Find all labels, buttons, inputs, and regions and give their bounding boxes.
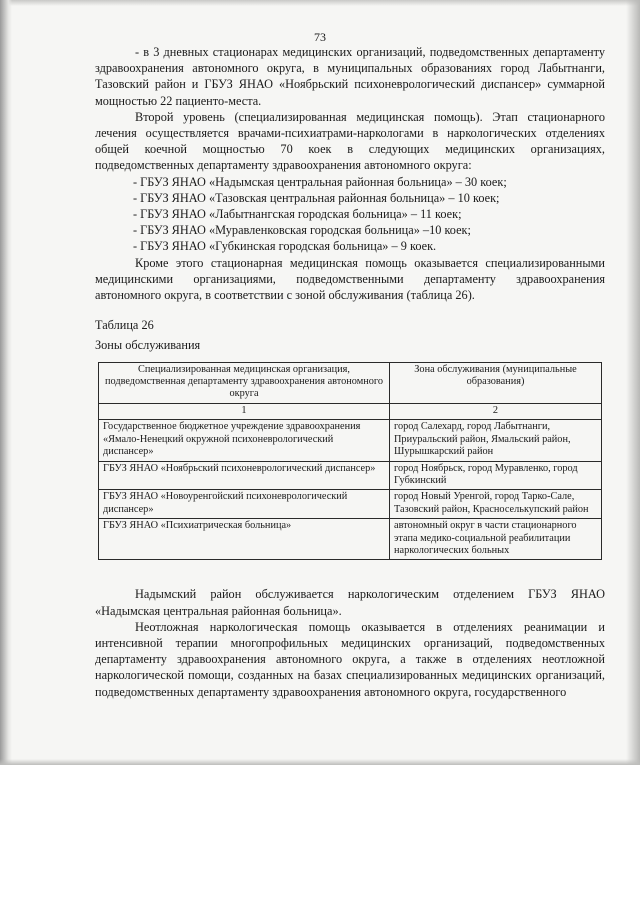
list-item: - ГБУЗ ЯНАО «Лабытнангская городская больница» – 11 коек;: [133, 207, 462, 222]
table-header-row: [99, 362, 602, 403]
table-column-number-row: [99, 403, 602, 419]
table-row: [99, 461, 602, 490]
service-zones-table: [98, 362, 602, 561]
scan-shadow-left: [0, 0, 12, 765]
paragraph-day-hospitals: - в 3 дневных стационарах медицинских организаций, подведомственных департаменту здравоохранения автономного округа, в муниципальных образованиях город Лабытнанги, Тазовский район и ГБУЗ ЯНАО «Ноябрьский психоневрологический диспансер» суммарной мощностью 22 пациенто-места.: [95, 45, 605, 108]
scan-shadow-top: [0, 0, 640, 6]
column-number-cell: 1: [99, 403, 390, 419]
table-caption: Таблица 26: [95, 318, 154, 333]
table-row: [99, 490, 602, 519]
table-row: [99, 519, 602, 560]
table-cell: город Ноябрьск, город Муравленко, город Губкинский: [390, 461, 602, 490]
list-item: - ГБУЗ ЯНАО «Муравленковская городская больница» –10 коек;: [133, 223, 471, 238]
table-cell: Государственное бюджетное учреждение здравоохранения «Ямало-Ненецкий окружной психоневрологический диспансер»: [99, 420, 390, 461]
table-cell: город Салехард, город Лабытнанги, Приуральский район, Ямальский район, Шурышкарский район: [390, 420, 602, 461]
scan-shadow-bottom: [0, 759, 640, 765]
paragraph-nadym: Надымский район обслуживается наркологическим отделением ГБУЗ ЯНАО «Надымская центральная районная больница».: [95, 587, 605, 618]
paragraph-service-zones: Кроме этого стационарная медицинская помощь оказывается специализированными медицинскими организациями, подведомственными департаменту здравоохранения автономного округа, в соответствии с зоной обслуживания (таблица 26).: [95, 255, 605, 303]
column-number-cell: 2: [390, 403, 602, 419]
document-body: [95, 44, 605, 700]
table-cell: ГБУЗ ЯНАО «Психиатрическая больница»: [99, 519, 390, 560]
table-cell: автономный округ в части стационарного этапа медико-социальной реабилитации наркологических больных: [390, 519, 602, 560]
paragraph-emergency-care: Неотложная наркологическая помощь оказывается в отделениях реанимации и интенсивной терапии многопрофильных медицинских организаций, подведомственных департаменту здравоохранения автономного округа, а также в отделениях неотложной наркологической помощи, созданных на базах специализированных медицинских организаций, подведомственных департаменту здравоохранения автономного округа, государственного: [95, 619, 605, 699]
list-item: - ГБУЗ ЯНАО «Надымская центральная районная больница» – 30 коек;: [133, 174, 507, 189]
table-cell: город Новый Уренгой, город Тарко-Сале, Тазовский район, Красноселькупский район: [390, 490, 602, 519]
table-cell: ГБУЗ ЯНАО «Новоуренгойский психоневрологический диспансер»: [99, 490, 390, 519]
paragraph-second-level: Второй уровень (специализированная медицинская помощь). Этап стационарного лечения осуществляется врачами-психиатрами-наркологами в наркологических отделениях общей коечной мощностью 70 коек в следующих медицинских организациях, подведомственных департаменту здравоохранения автономного округа:: [95, 109, 605, 173]
scan-shadow-right: [626, 0, 640, 765]
table-header-cell: Специализированная медицинская организация, подведомственная департаменту здравоохранения автономного округа: [99, 362, 390, 403]
list-item: - ГБУЗ ЯНАО «Губкинская городская больница» – 9 коек.: [133, 239, 437, 254]
page-number: 73: [314, 30, 326, 44]
table-row: [99, 420, 602, 461]
table-cell: ГБУЗ ЯНАО «Ноябрьский психоневрологический диспансер»: [99, 461, 390, 490]
table-header-cell: Зона обслуживания (муниципальные образования): [390, 362, 602, 403]
table-title: Зоны обслуживания: [95, 338, 201, 353]
list-item: - ГБУЗ ЯНАО «Тазовская центральная районная больница» – 10 коек;: [133, 190, 500, 205]
